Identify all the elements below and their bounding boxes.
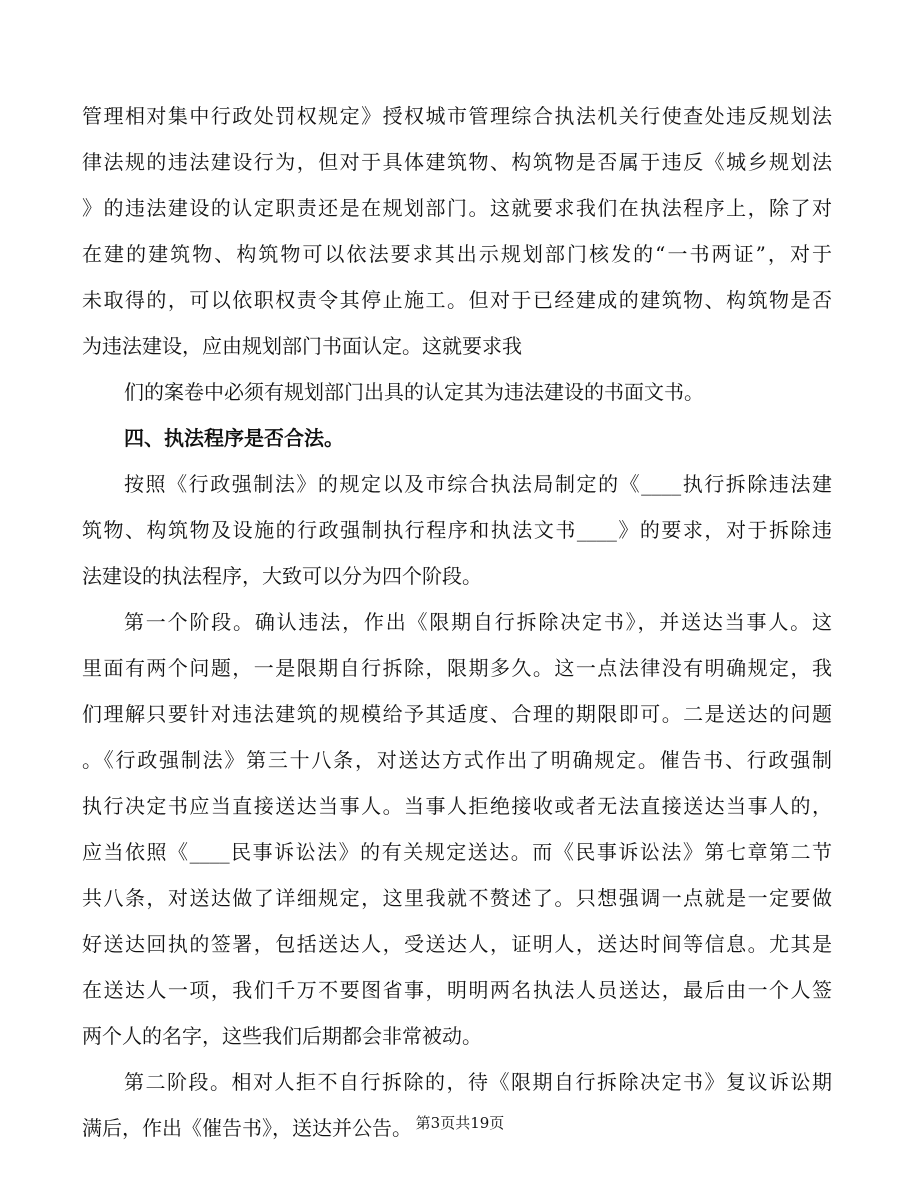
text-line: 好送达回执的签署，包括送达人，受送达人，证明人，送达时间等信息。尤其是	[82, 932, 832, 956]
text-line: 共八条，对送达做了详细规定，这里我就不赘述了。只想强调一点就是一定要做	[82, 886, 832, 910]
text-line: 们理解只要针对违法建筑的规模给予其适度、合理的期限即可。二是送达的问题	[82, 702, 832, 726]
text-line: 筑物、构筑物及设施的行政强制执行程序和执法文书____》的要求，对于拆除违	[82, 518, 832, 542]
text-line: 们的案卷中必须有规划部门出具的认定其为违法建设的书面文书。	[124, 380, 704, 404]
text-line: 第一个阶段。确认违法，作出《限期自行拆除决定书》，并送达当事人。这	[124, 610, 832, 634]
text-line: 执行决定书应当直接送达当事人。当事人拒绝接收或者无法直接送达当事人的，	[82, 794, 832, 818]
text-line: 法建设的执法程序，大致可以分为四个阶段。	[82, 564, 482, 588]
text-line: 在建的建筑物、构筑物可以依法要求其出示规划部门核发的“一书两证”，对于	[82, 242, 832, 266]
text-line: 在送达人一项，我们千万不要图省事，明明两名执法人员送达，最后由一个人签	[82, 978, 832, 1002]
text-line: 未取得的，可以依职权责令其停止施工。但对于已经建成的建筑物、构筑物是否	[82, 288, 832, 312]
text-line: 管理相对集中行政处罚权规定》授权城市管理综合执法机关行使查处违反规划法	[82, 104, 832, 128]
text-line: 第二阶段。相对人拒不自行拆除的，待《限期自行拆除决定书》复议诉讼期	[124, 1070, 832, 1094]
text-line: 为违法建设，应由规划部门书面认定。这就要求我	[82, 334, 522, 358]
section-heading: 四、执法程序是否合法。	[124, 426, 344, 450]
document-body	[82, 98, 832, 1156]
text-line: 按照《行政强制法》的规定以及市综合执法局制定的《____执行拆除违法建	[124, 472, 832, 496]
text-line: 满后，作出《催告书》，送达并公告。	[82, 1116, 412, 1140]
text-line: 里面有两个问题，一是限期自行拆除，限期多久。这一点法律没有明确规定，我	[82, 656, 832, 680]
text-line: 律法规的违法建设行为，但对于具体建筑物、构筑物是否属于违反《城乡规划法	[82, 150, 832, 174]
text-line: 。《行政强制法》第三十八条，对送达方式作出了明确规定。催告书、行政强制	[82, 748, 832, 772]
text-line: 》的违法建设的认定职责还是在规划部门。这就要求我们在执法程序上，除了对	[82, 196, 832, 220]
text-line: 两个人的名字，这些我们后期都会非常被动。	[82, 1024, 482, 1048]
text-line: 应当依照《____民事诉讼法》的有关规定送达。而《民事诉讼法》第七章第二节	[82, 840, 832, 864]
page-number: 第3页共19页	[415, 1114, 505, 1132]
